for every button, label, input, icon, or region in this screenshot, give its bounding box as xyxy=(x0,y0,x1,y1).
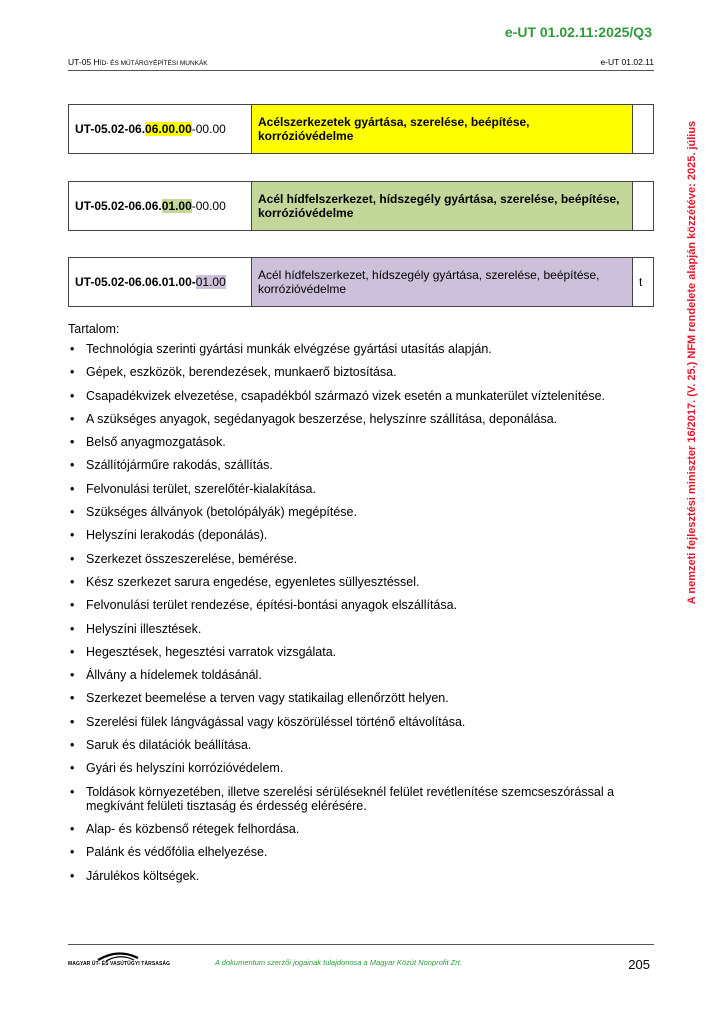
header-chapter-smallcaps: ÍD- ÉS MŰTÁRGYÉPÍTÉSI MUNKÁK xyxy=(99,60,208,67)
item-description: Acél hídfelszerkezet, hídszegély gyártása, szerelése, beépítése, korrózióvédelme xyxy=(252,258,633,307)
item-code-table-level-2 xyxy=(68,181,654,231)
list-item: • Alap- és közbenső rétegek felhordása. xyxy=(68,822,654,836)
header-document-id: e-UT 01.02.11 xyxy=(600,57,654,67)
item-code-highlight: 01.00 xyxy=(195,275,226,289)
list-item: • Saruk és dilatációk beállítása. xyxy=(68,738,654,752)
item-code xyxy=(69,182,252,231)
list-item: • A szükséges anyagok, segédanyagok beszerzése, helyszínre szállítása, deponálása. xyxy=(68,412,654,426)
list-item: • Szükséges állványok (betolópályák) megépítése. xyxy=(68,505,654,519)
list-item: • Gépek, eszközök, berendezések, munkaerő biztosítása. xyxy=(68,365,654,379)
item-code-prefix: UT-05.02-06.06.01.00- xyxy=(75,275,196,289)
item-code-prefix: UT-05.02-06. xyxy=(75,122,146,136)
item-code-prefix: UT-05.02-06.06. xyxy=(75,199,162,213)
table-row xyxy=(69,182,654,231)
item-code-highlight: 06.00.00 xyxy=(145,122,192,136)
item-code xyxy=(69,105,252,154)
document-code: e-UT 01.02.11:2025/Q3 xyxy=(504,24,652,40)
header-chapter-prefix: UT-05 H xyxy=(68,57,100,67)
list-item: • Csapadékvizek elvezetése, csapadékból származó vizek esetén a munkaterület víztelenítése. xyxy=(68,389,654,403)
list-item: • Szerelési fülek lángvágással vagy köszörüléssel történő eltávolítása. xyxy=(68,715,654,729)
list-item: • Helyszíni lerakodás (deponálás). xyxy=(68,528,654,542)
item-code xyxy=(69,258,252,307)
list-item: • Belső anyagmozgatások. xyxy=(68,435,654,449)
list-item: • Szerkezet beemelése a terven vagy statikailag ellenőrzött helyen. xyxy=(68,691,654,705)
list-item: • Hegesztések, hegesztési varratok vizsgálata. xyxy=(68,645,654,659)
item-unit: t xyxy=(633,258,654,307)
content-label: Tartalom: xyxy=(68,322,120,336)
content-list xyxy=(68,342,654,892)
item-code-suffix: -00.00 xyxy=(191,122,226,136)
list-item: • Helyszíni illesztések. xyxy=(68,622,654,636)
page-number: 205 xyxy=(628,957,650,972)
list-item: • Technológia szerinti gyártási munkák elvégzése gyártási utasítás alapján. xyxy=(68,342,654,356)
page-header xyxy=(68,57,654,71)
item-code-highlight: 01.00 xyxy=(161,199,192,213)
society-logo-text: MAGYAR ÚT- ÉS VASÚTÜGYI TÁRSASÁG xyxy=(68,961,171,967)
item-unit xyxy=(633,182,654,231)
list-item: • Palánk és védőfólia elhelyezése. xyxy=(68,845,654,859)
footer-divider xyxy=(68,944,654,945)
item-description: Acél hídfelszerkezet, hídszegély gyártása, szerelése, beépítése, korrózióvédelme xyxy=(252,182,633,231)
item-description: Acélszerkezetek gyártása, szerelése, beépítése, korrózióvédelme xyxy=(252,105,633,154)
list-item: • Felvonulási terület rendezése, építési-bontási anyagok elszállítása. xyxy=(68,598,654,612)
item-code-table-level-1 xyxy=(68,104,654,154)
list-item: • Kész szerkezet sarura engedése, egyenletes süllyesztéssel. xyxy=(68,575,654,589)
header-chapter-title xyxy=(68,57,208,67)
table-row xyxy=(69,105,654,154)
list-item: • Járulékos költségek. xyxy=(68,869,654,883)
item-unit xyxy=(633,105,654,154)
list-item: • Toldások környezetében, illetve szerelési sérüléseknél felület revétlenítése szemcseszórással a megkívánt felületi tisztaság és érdesség elérésére. xyxy=(68,785,654,813)
list-item: • Állvány a hídelemek toldásánál. xyxy=(68,668,654,682)
item-code-table-level-3 xyxy=(68,257,654,307)
list-item: • Szerkezet összeszerelése, bemérése. xyxy=(68,552,654,566)
society-logo xyxy=(68,950,171,972)
copyright-notice: A dokumentum szerzői jogainak tulajdonosa a Magyar Közút Nonprofit Zrt. xyxy=(215,958,462,967)
list-item: • Felvonulási terület, szerelőtér-kialakítása. xyxy=(68,482,654,496)
publication-side-note: A nemzeti fejlesztési miniszter 16/2017. (V. 25.) NFM rendelete alapján közzétéve: 2025. július xyxy=(686,120,698,605)
list-item: • Szállítójárműre rakodás, szállítás. xyxy=(68,458,654,472)
table-row xyxy=(69,258,654,307)
list-item: • Gyári és helyszíni korrózióvédelem. xyxy=(68,761,654,775)
item-code-suffix: -00.00 xyxy=(191,199,226,213)
